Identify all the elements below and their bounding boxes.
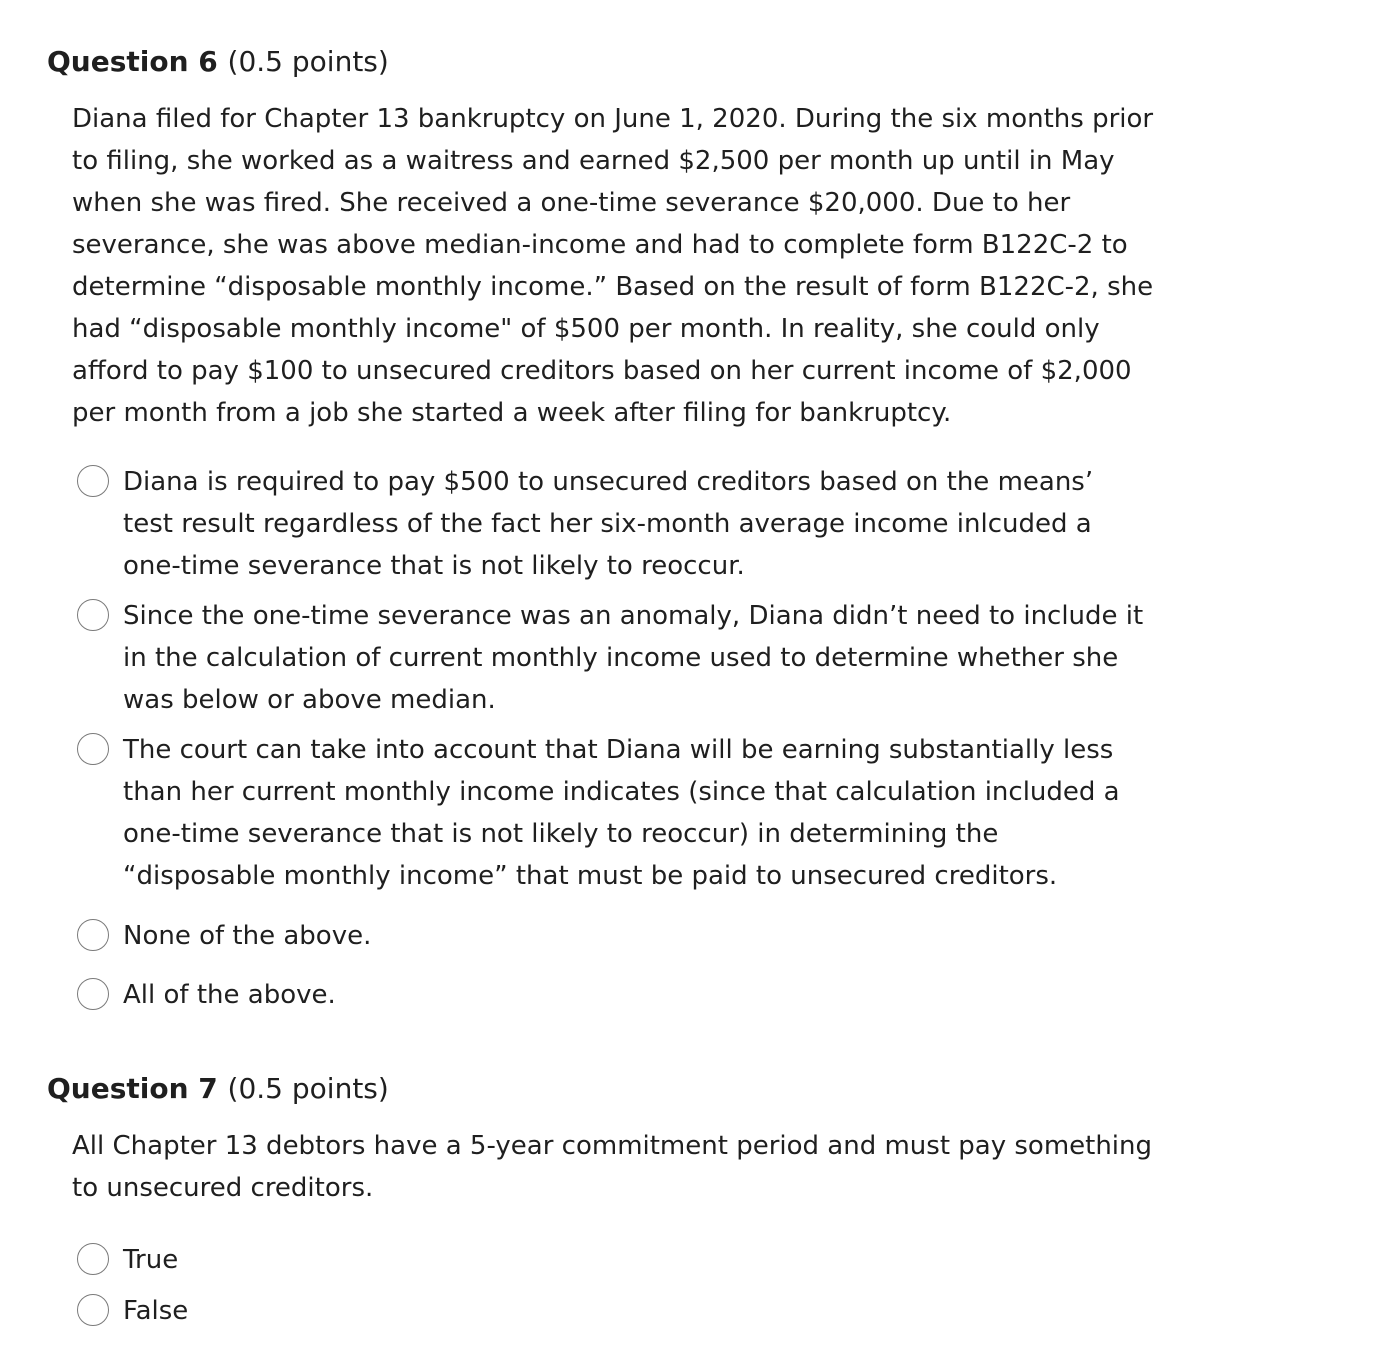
question-points: (0.5 points)	[227, 45, 389, 78]
answer-option-text: Since the one-time severance was an anomaly, Diana didn’t need to include it in the calculation of current monthly income used to determine whether she was below or above median.	[123, 601, 1144, 715]
radio-button[interactable]	[77, 599, 109, 631]
answer-option[interactable]	[77, 1239, 1147, 1281]
radio-button[interactable]	[77, 733, 109, 765]
answer-options	[77, 1239, 1147, 1332]
question-title	[47, 44, 1167, 80]
question-points: (0.5 points)	[227, 1072, 389, 1105]
question-stem: Diana filed for Chapter 13 bankruptcy on June 1, 2020. During the six months prior to filing, she worked as a waitress and earned $2,500 per month up until in May when she was fired. She received a one-time severance $20,000. Due to her severance, she was above median-income and had to complete form B122C-2 to determine “disposable monthly income.” Based on the result of form B122C-2, she had “disposable monthly income" of $500 per month. In reality, she could only afford to pay $100 to unsecured creditors based on her current income of $2,000 per month from a job she started a week after filing for bankruptcy.	[72, 104, 1154, 428]
answer-option[interactable]	[77, 1290, 1147, 1332]
answer-option-text: The court can take into account that Diana will be earning substantially less than her current monthly income indicates (since that calculation included a one-time severance that is not likely to reoccur) in determining the “disposable monthly income” that must be paid to unsecured creditors.	[123, 735, 1120, 891]
answer-option[interactable]	[77, 595, 1147, 721]
answer-option[interactable]	[77, 461, 1147, 587]
question-title	[47, 1071, 1167, 1107]
answer-option[interactable]	[77, 974, 1147, 1016]
question-6	[47, 44, 1167, 1010]
radio-button[interactable]	[77, 1243, 109, 1275]
answer-option-text: False	[123, 1296, 189, 1326]
answer-option-text: All of the above.	[123, 980, 336, 1010]
answer-option-text: Diana is required to pay $500 to unsecured creditors based on the means’ test result regardless of the fact her six-month average income inlcuded a one-time severance that is not likely to reoccur.	[123, 467, 1094, 581]
radio-button[interactable]	[77, 978, 109, 1010]
radio-button[interactable]	[77, 1294, 109, 1326]
answer-option[interactable]	[77, 729, 1147, 897]
radio-button[interactable]	[77, 919, 109, 951]
radio-button[interactable]	[77, 465, 109, 497]
question-label: Question 6	[47, 45, 218, 78]
question-stem: All Chapter 13 debtors have a 5-year commitment period and must pay something to unsecured creditors.	[72, 1131, 1153, 1203]
answer-option-text: True	[123, 1245, 179, 1275]
answer-option[interactable]	[77, 915, 1147, 957]
answer-option-text: None of the above.	[123, 921, 372, 951]
answer-options	[77, 461, 1147, 1016]
question-7	[47, 1071, 1167, 1326]
question-label: Question 7	[47, 1072, 218, 1105]
